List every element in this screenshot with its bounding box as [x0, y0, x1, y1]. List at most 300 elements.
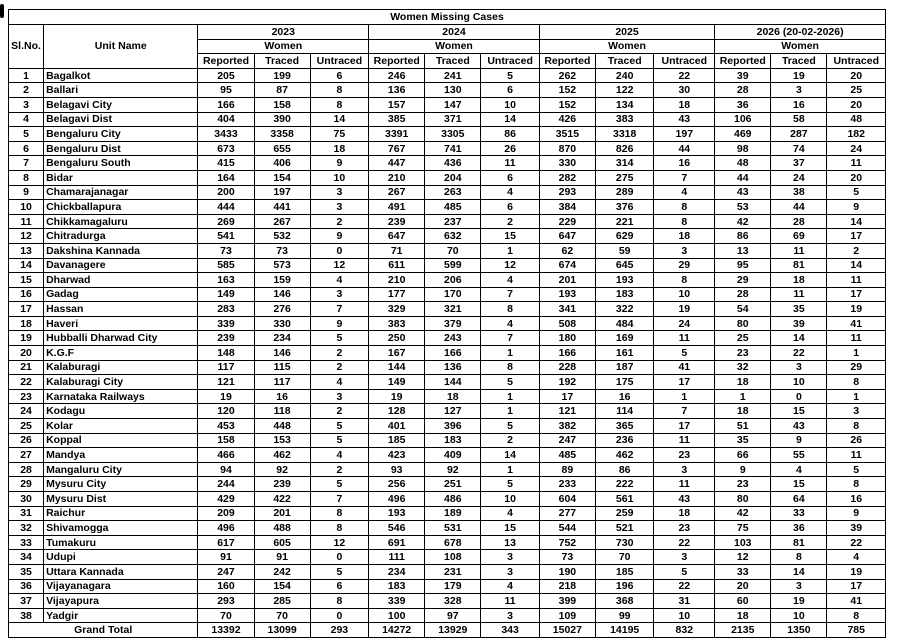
- value-cell: 0: [310, 243, 368, 258]
- value-cell: 86: [481, 127, 539, 142]
- row-number: 4: [9, 112, 44, 127]
- unit-name-cell: Mysuru Dist: [44, 492, 198, 507]
- value-cell: 485: [425, 200, 481, 215]
- table-row: [9, 83, 886, 98]
- row-number: 23: [9, 389, 44, 404]
- unit-name-cell: Vijayapura: [44, 594, 198, 609]
- value-cell: 462: [595, 448, 653, 463]
- subheader-traced: Traced: [254, 54, 310, 69]
- table-row: [9, 550, 886, 565]
- value-cell: 152: [539, 83, 595, 98]
- value-cell: 33: [715, 564, 771, 579]
- value-cell: 8: [827, 477, 886, 492]
- table-row: [9, 127, 886, 142]
- unit-name-cell: Karnataka Railways: [44, 389, 198, 404]
- value-cell: 62: [539, 243, 595, 258]
- value-cell: 100: [369, 608, 425, 623]
- value-cell: 1: [481, 404, 539, 419]
- value-cell: 246: [369, 68, 425, 83]
- value-cell: 74: [771, 141, 827, 156]
- value-cell: 647: [539, 229, 595, 244]
- value-cell: 241: [425, 68, 481, 83]
- value-cell: 16: [254, 389, 310, 404]
- unit-name-cell: Kalaburagi City: [44, 375, 198, 390]
- value-cell: 11: [827, 448, 886, 463]
- grand-total-value: 2135: [715, 623, 771, 638]
- value-cell: 233: [539, 477, 595, 492]
- value-cell: 237: [425, 214, 481, 229]
- row-number: 8: [9, 170, 44, 185]
- value-cell: 365: [595, 419, 653, 434]
- value-cell: 390: [254, 112, 310, 127]
- row-number: 18: [9, 316, 44, 331]
- header-year-2025: 2025: [539, 25, 714, 40]
- unit-name-cell: Bengaluru Dist: [44, 141, 198, 156]
- value-cell: 35: [771, 302, 827, 317]
- table-row: [9, 214, 886, 229]
- value-cell: 429: [198, 492, 254, 507]
- value-cell: 41: [827, 316, 886, 331]
- grand-total-value: 13392: [198, 623, 254, 638]
- value-cell: 263: [425, 185, 481, 200]
- value-cell: 70: [254, 608, 310, 623]
- value-cell: 15: [481, 521, 539, 536]
- value-cell: 31: [654, 594, 715, 609]
- value-cell: 10: [771, 375, 827, 390]
- value-cell: 1: [827, 389, 886, 404]
- value-cell: 730: [595, 535, 653, 550]
- value-cell: 11: [771, 243, 827, 258]
- value-cell: 9: [310, 156, 368, 171]
- value-cell: 210: [369, 273, 425, 288]
- value-cell: 1: [481, 243, 539, 258]
- table-row: [9, 594, 886, 609]
- value-cell: 585: [198, 258, 254, 273]
- value-cell: 18: [654, 506, 715, 521]
- value-cell: 205: [198, 68, 254, 83]
- value-cell: 8: [827, 608, 886, 623]
- value-cell: 339: [369, 594, 425, 609]
- row-number: 26: [9, 433, 44, 448]
- table-row: [9, 389, 886, 404]
- value-cell: 9: [771, 433, 827, 448]
- value-cell: 17: [827, 287, 886, 302]
- value-cell: 20: [827, 68, 886, 83]
- value-cell: 382: [539, 419, 595, 434]
- value-cell: 44: [771, 200, 827, 215]
- table-row: [9, 287, 886, 302]
- row-number: 3: [9, 97, 44, 112]
- value-cell: 152: [539, 97, 595, 112]
- value-cell: 36: [715, 97, 771, 112]
- value-cell: 12: [310, 535, 368, 550]
- value-cell: 187: [595, 360, 653, 375]
- value-cell: 4: [310, 273, 368, 288]
- table-row: [9, 448, 886, 463]
- unit-name-cell: Ballari: [44, 83, 198, 98]
- value-cell: 4: [481, 273, 539, 288]
- value-cell: 210: [369, 170, 425, 185]
- value-cell: 605: [254, 535, 310, 550]
- table-row: [9, 156, 886, 171]
- value-cell: 14: [771, 331, 827, 346]
- value-cell: 521: [595, 521, 653, 536]
- table-row: [9, 68, 886, 83]
- table-row: [9, 404, 886, 419]
- value-cell: 673: [198, 141, 254, 156]
- value-cell: 3: [310, 287, 368, 302]
- value-cell: 128: [369, 404, 425, 419]
- value-cell: 42: [715, 214, 771, 229]
- value-cell: 376: [595, 200, 653, 215]
- value-cell: 144: [425, 375, 481, 390]
- report-page: [8, 9, 884, 638]
- value-cell: 5: [310, 477, 368, 492]
- value-cell: 691: [369, 535, 425, 550]
- value-cell: 147: [425, 97, 481, 112]
- value-cell: 485: [539, 448, 595, 463]
- unit-name-cell: Belagavi City: [44, 97, 198, 112]
- row-number: 29: [9, 477, 44, 492]
- value-cell: 158: [254, 97, 310, 112]
- value-cell: 228: [539, 360, 595, 375]
- value-cell: 269: [198, 214, 254, 229]
- value-cell: 117: [254, 375, 310, 390]
- value-cell: 283: [198, 302, 254, 317]
- value-cell: 114: [595, 404, 653, 419]
- value-cell: 70: [425, 243, 481, 258]
- value-cell: 158: [198, 433, 254, 448]
- table-row: [9, 316, 886, 331]
- value-cell: 144: [369, 360, 425, 375]
- value-cell: 25: [827, 83, 886, 98]
- row-number: 37: [9, 594, 44, 609]
- value-cell: 209: [198, 506, 254, 521]
- subheader-untraced: Untraced: [654, 54, 715, 69]
- value-cell: 11: [481, 594, 539, 609]
- value-cell: 314: [595, 156, 653, 171]
- value-cell: 7: [481, 331, 539, 346]
- value-cell: 5: [310, 331, 368, 346]
- value-cell: 448: [254, 419, 310, 434]
- value-cell: 4: [481, 506, 539, 521]
- value-cell: 447: [369, 156, 425, 171]
- value-cell: 20: [827, 97, 886, 112]
- value-cell: 17: [827, 229, 886, 244]
- table-row: [9, 112, 886, 127]
- value-cell: 193: [539, 287, 595, 302]
- grand-total-value: 785: [827, 623, 886, 638]
- unit-name-cell: Tumakuru: [44, 535, 198, 550]
- subheader-traced: Traced: [595, 54, 653, 69]
- value-cell: 617: [198, 535, 254, 550]
- value-cell: 383: [369, 316, 425, 331]
- value-cell: 9: [310, 229, 368, 244]
- value-cell: 10: [481, 97, 539, 112]
- value-cell: 244: [198, 477, 254, 492]
- value-cell: 546: [369, 521, 425, 536]
- value-cell: 379: [425, 316, 481, 331]
- value-cell: 426: [539, 112, 595, 127]
- value-cell: 185: [595, 564, 653, 579]
- unit-name-cell: Mangaluru City: [44, 462, 198, 477]
- value-cell: 75: [715, 521, 771, 536]
- value-cell: 4: [481, 316, 539, 331]
- value-cell: 415: [198, 156, 254, 171]
- value-cell: 6: [481, 200, 539, 215]
- value-cell: 11: [481, 156, 539, 171]
- value-cell: 17: [827, 579, 886, 594]
- value-cell: 134: [595, 97, 653, 112]
- subheader-reported: Reported: [715, 54, 771, 69]
- value-cell: 6: [310, 68, 368, 83]
- value-cell: 678: [425, 535, 481, 550]
- table-row: [9, 579, 886, 594]
- value-cell: 1: [481, 346, 539, 361]
- value-cell: 19: [771, 68, 827, 83]
- value-cell: 23: [715, 346, 771, 361]
- value-cell: 8: [654, 200, 715, 215]
- table-title: Women Missing Cases: [9, 10, 886, 25]
- value-cell: 256: [369, 477, 425, 492]
- table-row: [9, 258, 886, 273]
- value-cell: 38: [771, 185, 827, 200]
- value-cell: 5: [310, 433, 368, 448]
- value-cell: 95: [198, 83, 254, 98]
- value-cell: 80: [715, 316, 771, 331]
- value-cell: 247: [539, 433, 595, 448]
- unit-name-cell: Raichur: [44, 506, 198, 521]
- value-cell: 14: [310, 112, 368, 127]
- value-cell: 488: [254, 521, 310, 536]
- value-cell: 70: [595, 550, 653, 565]
- value-cell: 0: [771, 389, 827, 404]
- value-cell: 10: [481, 492, 539, 507]
- value-cell: 8: [310, 594, 368, 609]
- value-cell: 1: [827, 346, 886, 361]
- value-cell: 92: [254, 462, 310, 477]
- value-cell: 406: [254, 156, 310, 171]
- value-cell: 491: [369, 200, 425, 215]
- value-cell: 183: [595, 287, 653, 302]
- value-cell: 24: [827, 141, 886, 156]
- subheader-traced: Traced: [771, 54, 827, 69]
- value-cell: 99: [595, 608, 653, 623]
- value-cell: 1: [481, 389, 539, 404]
- value-cell: 10: [654, 608, 715, 623]
- grand-total-value: 1350: [771, 623, 827, 638]
- value-cell: 43: [654, 492, 715, 507]
- grand-total-value: 293: [310, 623, 368, 638]
- row-number: 13: [9, 243, 44, 258]
- value-cell: 17: [654, 375, 715, 390]
- value-cell: 103: [715, 535, 771, 550]
- value-cell: 64: [771, 492, 827, 507]
- value-cell: 404: [198, 112, 254, 127]
- value-cell: 234: [369, 564, 425, 579]
- value-cell: 5: [654, 564, 715, 579]
- value-cell: 19: [827, 564, 886, 579]
- value-cell: 22: [771, 346, 827, 361]
- table-row: [9, 462, 886, 477]
- grand-total-value: 14195: [595, 623, 653, 638]
- value-cell: 767: [369, 141, 425, 156]
- value-cell: 111: [369, 550, 425, 565]
- value-cell: 218: [539, 579, 595, 594]
- value-cell: 13: [715, 243, 771, 258]
- value-cell: 826: [595, 141, 653, 156]
- value-cell: 14: [827, 258, 886, 273]
- unit-name-cell: Dharwad: [44, 273, 198, 288]
- value-cell: 18: [715, 608, 771, 623]
- value-cell: 368: [595, 594, 653, 609]
- unit-name-cell: Chikkamagaluru: [44, 214, 198, 229]
- value-cell: 231: [425, 564, 481, 579]
- value-cell: 462: [254, 448, 310, 463]
- value-cell: 204: [425, 170, 481, 185]
- value-cell: 177: [369, 287, 425, 302]
- value-cell: 561: [595, 492, 653, 507]
- table-row: [9, 433, 886, 448]
- header-group-2023: Women: [198, 39, 369, 54]
- value-cell: 329: [369, 302, 425, 317]
- value-cell: 321: [425, 302, 481, 317]
- value-cell: 599: [425, 258, 481, 273]
- value-cell: 193: [369, 506, 425, 521]
- table-row: [9, 141, 886, 156]
- value-cell: 2: [310, 214, 368, 229]
- value-cell: 146: [254, 346, 310, 361]
- value-cell: 236: [595, 433, 653, 448]
- value-cell: 66: [715, 448, 771, 463]
- value-cell: 267: [254, 214, 310, 229]
- row-number: 17: [9, 302, 44, 317]
- value-cell: 3: [654, 243, 715, 258]
- value-cell: 41: [827, 594, 886, 609]
- value-cell: 3: [310, 200, 368, 215]
- value-cell: 3: [771, 579, 827, 594]
- value-cell: 399: [539, 594, 595, 609]
- value-cell: 496: [198, 521, 254, 536]
- value-cell: 250: [369, 331, 425, 346]
- row-number: 10: [9, 200, 44, 215]
- value-cell: 8: [310, 506, 368, 521]
- row-number: 35: [9, 564, 44, 579]
- value-cell: 16: [827, 492, 886, 507]
- row-number: 14: [9, 258, 44, 273]
- value-cell: 86: [595, 462, 653, 477]
- value-cell: 8: [654, 273, 715, 288]
- value-cell: 0: [310, 550, 368, 565]
- value-cell: 106: [715, 112, 771, 127]
- value-cell: 242: [254, 564, 310, 579]
- table-row: [9, 419, 886, 434]
- unit-name-cell: Uttara Kannada: [44, 564, 198, 579]
- value-cell: 441: [254, 200, 310, 215]
- value-cell: 752: [539, 535, 595, 550]
- value-cell: 89: [539, 462, 595, 477]
- row-number: 7: [9, 156, 44, 171]
- value-cell: 20: [715, 579, 771, 594]
- value-cell: 10: [310, 170, 368, 185]
- value-cell: 3: [481, 550, 539, 565]
- row-number: 9: [9, 185, 44, 200]
- value-cell: 5: [310, 419, 368, 434]
- value-cell: 36: [771, 521, 827, 536]
- value-cell: 11: [654, 433, 715, 448]
- value-cell: 9: [310, 316, 368, 331]
- table-row: [9, 506, 886, 521]
- value-cell: 80: [715, 492, 771, 507]
- value-cell: 532: [254, 229, 310, 244]
- value-cell: 167: [369, 346, 425, 361]
- row-number: 25: [9, 419, 44, 434]
- header-group-2026: Women: [715, 39, 886, 54]
- value-cell: 22: [654, 535, 715, 550]
- unit-name-cell: Chamarajanagar: [44, 185, 198, 200]
- row-number: 15: [9, 273, 44, 288]
- value-cell: 629: [595, 229, 653, 244]
- value-cell: 175: [595, 375, 653, 390]
- value-cell: 206: [425, 273, 481, 288]
- value-cell: 19: [369, 389, 425, 404]
- value-cell: 484: [595, 316, 653, 331]
- value-cell: 14: [827, 214, 886, 229]
- value-cell: 197: [254, 185, 310, 200]
- value-cell: 73: [539, 550, 595, 565]
- row-number: 28: [9, 462, 44, 477]
- value-cell: 3: [771, 83, 827, 98]
- value-cell: 22: [654, 68, 715, 83]
- value-cell: 2: [827, 243, 886, 258]
- unit-name-cell: Udupi: [44, 550, 198, 565]
- value-cell: 3515: [539, 127, 595, 142]
- value-cell: 10: [654, 287, 715, 302]
- value-cell: 19: [827, 302, 886, 317]
- value-cell: 51: [715, 419, 771, 434]
- value-cell: 229: [539, 214, 595, 229]
- value-cell: 183: [425, 433, 481, 448]
- value-cell: 153: [254, 433, 310, 448]
- value-cell: 121: [198, 375, 254, 390]
- value-cell: 3358: [254, 127, 310, 142]
- value-cell: 12: [481, 258, 539, 273]
- value-cell: 870: [539, 141, 595, 156]
- value-cell: 48: [715, 156, 771, 171]
- value-cell: 30: [654, 83, 715, 98]
- row-number: 24: [9, 404, 44, 419]
- table-row: [9, 170, 886, 185]
- table-row: [9, 608, 886, 623]
- value-cell: 23: [654, 521, 715, 536]
- row-number: 1: [9, 68, 44, 83]
- value-cell: 469: [715, 127, 771, 142]
- value-cell: 109: [539, 608, 595, 623]
- value-cell: 8: [310, 83, 368, 98]
- table-row: [9, 521, 886, 536]
- value-cell: 285: [254, 594, 310, 609]
- value-cell: 166: [425, 346, 481, 361]
- value-cell: 8: [310, 97, 368, 112]
- value-cell: 240: [595, 68, 653, 83]
- value-cell: 190: [539, 564, 595, 579]
- value-cell: 8: [310, 521, 368, 536]
- missing-cases-table: [8, 9, 886, 638]
- value-cell: 16: [654, 156, 715, 171]
- value-cell: 60: [715, 594, 771, 609]
- value-cell: 146: [254, 287, 310, 302]
- grand-total-value: 343: [481, 623, 539, 638]
